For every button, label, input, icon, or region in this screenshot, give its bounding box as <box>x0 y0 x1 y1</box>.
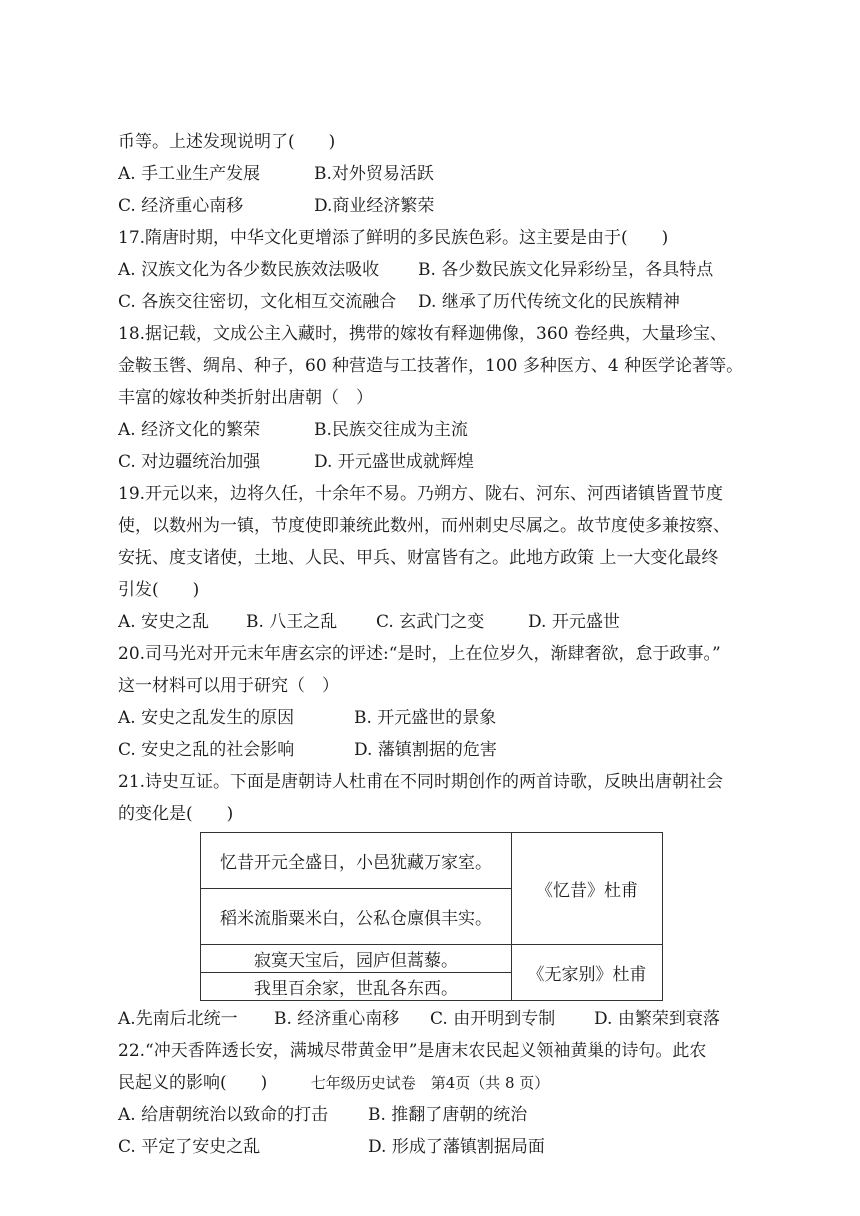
q22-option-a[interactable]: A. 给唐朝统治以致命的打击 <box>118 1105 329 1125</box>
q19-stem-line-2: 使，以数州为一镇，节度使即兼统此数州，而州刺史尽属之。故节度使多兼按察、 <box>118 516 730 536</box>
q21-stem-line-1: 21.诗史互证。下面是唐朝诗人杜甫在不同时期创作的两首诗歌，反映出唐朝社会 <box>118 772 724 792</box>
q22-options-row-2 <box>118 1131 758 1163</box>
q16-option-b[interactable]: B.对外贸易活跃 <box>314 164 434 184</box>
poem-line: 稻米流脂粟米白，公私仓廪俱丰实。 <box>201 889 512 945</box>
poem-row <box>201 833 663 889</box>
q20-option-c[interactable]: C. 安史之乱的社会影响 <box>118 740 295 760</box>
q20-option-b[interactable]: B. 开元盛世的景象 <box>354 708 497 728</box>
q17-option-d[interactable]: D. 继承了历代传统文化的民族精神 <box>418 292 680 312</box>
q17-options-row-1 <box>118 254 758 286</box>
q17-stem: 17.隋唐时期，中华文化更增添了鲜明的多民族色彩。这主要是由于( ) <box>118 228 669 248</box>
q19-option-a[interactable]: A. 安史之乱 <box>118 612 210 632</box>
q16-option-a[interactable]: A. 手工业生产发展 <box>118 164 261 184</box>
q20-option-a[interactable]: A. 安史之乱发生的原因 <box>118 708 295 728</box>
poem-line: 我里百余家，世乱各东西。 <box>201 973 512 1001</box>
q16-option-c[interactable]: C. 经济重心南移 <box>118 196 244 216</box>
q20-option-d[interactable]: D. 藩镇割据的危害 <box>354 740 497 760</box>
poem-source: 《忆昔》杜甫 <box>512 833 663 945</box>
q17-options-row-2 <box>118 286 758 318</box>
q18-option-b[interactable]: B.民族交往成为主流 <box>314 420 468 440</box>
q18-stem-line-3: 丰富的嫁妆种类折射出唐朝（ ） <box>118 388 373 408</box>
q18-options-row-2 <box>118 446 758 478</box>
q20-options-row-1 <box>118 702 758 734</box>
q18-stem-line-1: 18.据记载，文成公主入藏时，携带的嫁妆有释迦佛像，360 卷经典，大量珍宝、 <box>118 324 727 344</box>
q21-option-a[interactable]: A.先南后北统一 <box>118 1009 238 1029</box>
q18-option-a[interactable]: A. 经济文化的繁荣 <box>118 420 261 440</box>
q19-option-c[interactable]: C. 玄武门之变 <box>376 612 485 632</box>
q17-option-a[interactable]: A. 汉族文化为各少数民族效法吸收 <box>118 260 380 280</box>
poem-source: 《无家别》杜甫 <box>512 945 663 1001</box>
q20-options-row-2 <box>118 734 758 766</box>
poem-line: 寂寞天宝后，园庐但蒿藜。 <box>201 945 512 973</box>
q19-options-row <box>118 606 758 638</box>
q21-option-d[interactable]: D. 由繁荣到衰落 <box>594 1009 720 1029</box>
q22-options-row-1 <box>118 1099 758 1131</box>
poem-line: 忆昔开元全盛日，小邑犹藏万家室。 <box>201 833 512 889</box>
q21-option-b[interactable]: B. 经济重心南移 <box>274 1009 400 1029</box>
q19-stem-line-4: 引发( ) <box>118 580 200 600</box>
q17-option-c[interactable]: C. 各族交往密切，文化相互交流融合 <box>118 292 397 312</box>
q16-option-d[interactable]: D.商业经济繁荣 <box>314 196 435 216</box>
poem-table <box>200 832 663 1001</box>
q18-stem-line-2: 金鞍玉辔、绸帛、种子，60 种营造与工技著作，100 多种医方、4 种医学论著等。 <box>118 356 744 376</box>
q22-option-d[interactable]: D. 形成了藩镇割据局面 <box>368 1137 545 1157</box>
q20-stem-line-1: 20.司马光对开元末年唐玄宗的评述:“是时，上在位岁久，渐肆奢欲，怠于政事。” <box>118 644 721 664</box>
q16-options-row-2 <box>118 190 758 222</box>
q22-option-c[interactable]: C. 平定了安史之乱 <box>118 1137 261 1157</box>
q21-stem-line-2: 的变化是( ) <box>118 804 234 824</box>
exam-content <box>118 126 758 1163</box>
q22-option-b[interactable]: B. 推翻了唐朝的统治 <box>368 1105 528 1125</box>
poem-row <box>201 945 663 973</box>
q17-option-b[interactable]: B. 各少数民族文化异彩纷呈，各具特点 <box>418 260 714 280</box>
q18-option-c[interactable]: C. 对边疆统治加强 <box>118 452 261 472</box>
q22-stem-line-1: 22.“冲天香阵透长安，满城尽带黄金甲”是唐末农民起义领袖黄巢的诗句。此农 <box>118 1041 707 1061</box>
q21-option-c[interactable]: C. 由开明到专制 <box>430 1009 556 1029</box>
page-footer: 七年级历史试卷 第4页（共 8 页） <box>310 1074 550 1092</box>
q16-options-row-1 <box>118 158 758 190</box>
q20-stem-line-2: 这一材料可以用于研究（ ） <box>118 676 339 696</box>
q21-options-row <box>118 1003 758 1035</box>
q18-options-row-1 <box>118 414 758 446</box>
q19-option-d[interactable]: D. 开元盛世 <box>528 612 620 632</box>
q19-option-b[interactable]: B. 八王之乱 <box>246 612 338 632</box>
q22-stem-line-2: 民起义的影响( ) <box>118 1073 268 1093</box>
q19-stem-line-1: 19.开元以来，边将久任，十余年不易。乃朔方、陇右、河东、河西诸镇皆置节度 <box>118 484 724 504</box>
q18-option-d[interactable]: D. 开元盛世成就辉煌 <box>314 452 474 472</box>
q16-stem-tail: 币等。上述发现说明了( ) <box>118 132 336 152</box>
q19-stem-line-3: 安抚、度支诸使，土地、人民、甲兵、财富皆有之。此地方政策 上一大变化最终 <box>118 548 719 568</box>
